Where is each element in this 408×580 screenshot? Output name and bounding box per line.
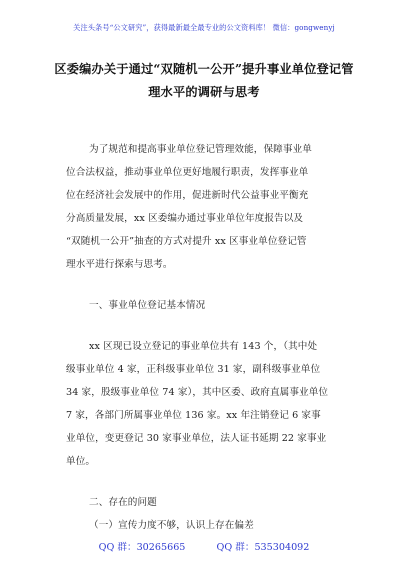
paragraph-1-line: 位在经济社会发展中的作用，促进新时代公益事业平衡充	[66, 190, 309, 201]
paragraph-1-line: “双随机一公开”抽查的方式对提升 xx 区事业单位登记管	[66, 236, 307, 247]
section-heading-2: 二、存在的问题	[89, 497, 157, 508]
footer	[0, 539, 408, 553]
top-banner: 关注头条号“公文研究”，获得最新最全最专业的公文资料库！ 微信：gongwenyj	[73, 23, 335, 32]
paragraph-2-line: 单位。	[66, 456, 96, 467]
section-heading-1: 一、事业单位登记基本情况	[89, 300, 206, 311]
document-title-line-2: 理水平的调研与思考	[148, 85, 260, 99]
footer-qq-group-2: QQ 群：535304092	[216, 542, 310, 553]
document-title-line-1: 区委编办关于通过“双随机一公开”提升事业单位登记管	[54, 62, 354, 76]
paragraph-2-line: 级事业单位 4 家，正科级事业单位 31 家，副科级事业单位	[66, 364, 321, 375]
paragraph-2-line: 7 家，各部门所属事业单位 136 家。xx 年注销登记 6 家事	[66, 410, 321, 421]
paragraph-1-line: 理水平进行探索与思考。	[66, 259, 173, 270]
subsection-heading: （一）宣传力度不够，认识上存在偏差	[89, 520, 254, 531]
paragraph-2-line: 业单位，变更登记 30 家事业单位，法人证书延期 22 家事业	[66, 433, 327, 444]
paragraph-2-line: 34 家，股级事业单位 74 家），其中区委、政府直属事业单位	[66, 387, 329, 398]
paragraph-1-line: 位合法权益，推动事业单位更好地履行职责，发挥事业单	[66, 167, 309, 178]
paragraph-1-line: 分高质量发展，xx 区委编办通过事业单位年度报告以及	[66, 213, 304, 224]
paragraph-1-line: 为了规范和提高事业单位登记管理效能，保障事业单	[89, 144, 312, 155]
paragraph-2-line: xx 区现已设立登记的事业单位共有 143 个，（其中处	[89, 341, 318, 352]
footer-qq-group-1: QQ 群：30265665	[98, 542, 186, 553]
